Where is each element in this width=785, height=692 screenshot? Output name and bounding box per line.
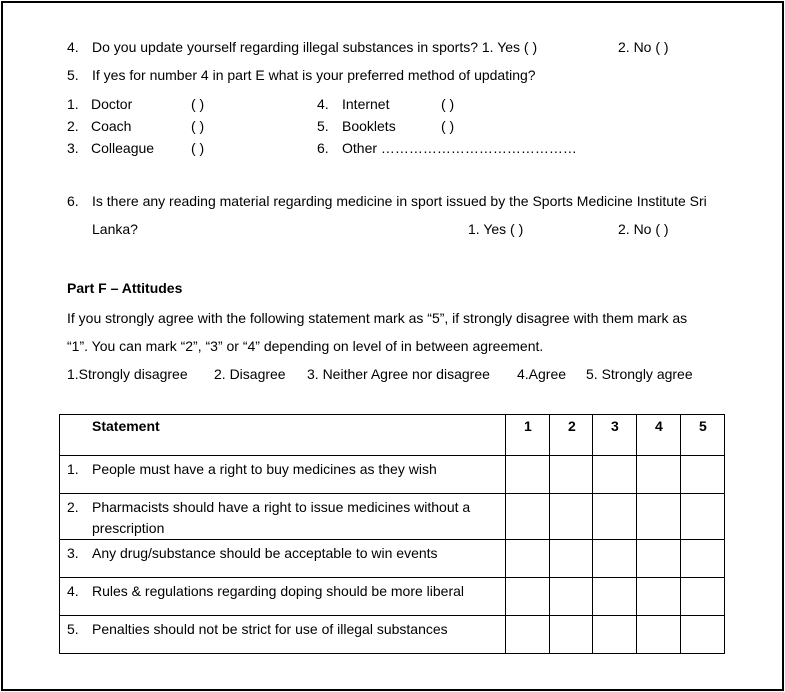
- statement-cell: [60, 540, 506, 578]
- rating-cell[interactable]: [506, 494, 550, 540]
- table-row: [60, 540, 725, 578]
- option-checkbox[interactable]: ( ): [441, 118, 455, 134]
- rating-cell[interactable]: [681, 540, 725, 578]
- option-checkbox[interactable]: ( ): [191, 140, 205, 156]
- table-header-row: [60, 415, 725, 456]
- q6-no-option: 2. No ( ): [618, 221, 669, 237]
- rating-cell[interactable]: [681, 494, 725, 540]
- rating-cell[interactable]: [506, 456, 550, 494]
- statement-cell: [60, 494, 506, 540]
- q5-number: 5.: [67, 67, 79, 83]
- option-number: 1.: [67, 96, 79, 112]
- rating-cell[interactable]: [550, 578, 593, 616]
- scale-item: 2. Disagree: [214, 366, 286, 382]
- column-header: 2: [550, 415, 593, 456]
- rating-cell[interactable]: [550, 494, 593, 540]
- q6-text-line1: Is there any reading material regarding medicine in sport issued by the Sports Medicine Institute Sri: [92, 193, 707, 209]
- column-header: 4: [637, 415, 681, 456]
- table-row: [60, 456, 725, 494]
- rating-cell[interactable]: [637, 494, 681, 540]
- option-checkbox[interactable]: ( ): [191, 96, 205, 112]
- row-number: 2.: [67, 499, 79, 515]
- rating-cell[interactable]: [681, 578, 725, 616]
- q6-number: 6.: [67, 193, 79, 209]
- statement-text: Rules & regulations regarding doping should be more liberal: [92, 583, 465, 599]
- option-number: 5.: [317, 118, 329, 134]
- option-number: 4.: [317, 96, 329, 112]
- statement-text: Pharmacists should have a right to issue medicines without a prescription: [92, 499, 471, 536]
- rating-cell[interactable]: [593, 616, 637, 654]
- scale-item: 1.Strongly disagree: [67, 366, 188, 382]
- row-number: 4.: [67, 583, 79, 599]
- option-label: Colleague: [91, 140, 155, 156]
- q6-yes-option: 1. Yes ( ): [468, 221, 524, 237]
- rating-cell[interactable]: [681, 616, 725, 654]
- rating-cell[interactable]: [550, 456, 593, 494]
- rating-cell[interactable]: [593, 456, 637, 494]
- q4-text: Do you update yourself regarding illegal substances in sports? 1. Yes ( ): [92, 39, 538, 55]
- option-number: 2.: [67, 118, 79, 134]
- attitudes-table: [59, 414, 725, 654]
- column-header: 3: [593, 415, 637, 456]
- scale-item: 5. Strongly agree: [586, 366, 693, 382]
- row-number: 5.: [67, 621, 79, 637]
- rating-cell[interactable]: [550, 540, 593, 578]
- table-row: [60, 616, 725, 654]
- rating-cell[interactable]: [593, 494, 637, 540]
- instruction-line1: If you strongly agree with the following statement mark as “5”, if strongly disagree with them mark as: [67, 310, 688, 326]
- option-number: 6.: [317, 140, 329, 156]
- q5-text: If yes for number 4 in part E what is your preferred method of updating?: [92, 67, 536, 83]
- table-row: [60, 578, 725, 616]
- statement-cell: [60, 616, 506, 654]
- option-number: 3.: [67, 140, 79, 156]
- q4-no-option: 2. No ( ): [618, 39, 669, 55]
- rating-cell[interactable]: [681, 456, 725, 494]
- rating-cell[interactable]: [637, 616, 681, 654]
- q6-text-line2: Lanka?: [92, 221, 138, 237]
- q4-number: 4.: [67, 39, 79, 55]
- option-label: Doctor: [91, 96, 133, 112]
- table-row: [60, 494, 725, 540]
- instruction-line2: “1”. You can mark “2”, “3” or “4” depending on level of in between agreement.: [67, 338, 544, 354]
- rating-cell[interactable]: [637, 540, 681, 578]
- option-label: Internet: [342, 96, 390, 112]
- rating-cell[interactable]: [593, 578, 637, 616]
- row-number: 1.: [67, 461, 79, 477]
- row-number: 3.: [67, 545, 79, 561]
- rating-cell[interactable]: [506, 578, 550, 616]
- rating-cell[interactable]: [550, 616, 593, 654]
- option-label: Coach: [91, 118, 132, 134]
- option-checkbox[interactable]: ( ): [441, 96, 455, 112]
- option-checkbox[interactable]: ( ): [191, 118, 205, 134]
- option-other-field[interactable]: Other ……………………………………: [342, 140, 577, 156]
- statement-cell: [60, 456, 506, 494]
- rating-cell[interactable]: [593, 540, 637, 578]
- statement-cell: [60, 578, 506, 616]
- column-header: 1: [506, 415, 550, 456]
- column-header: 5: [681, 415, 725, 456]
- option-label: Booklets: [342, 118, 396, 134]
- rating-cell[interactable]: [637, 578, 681, 616]
- statement-text: Penalties should not be strict for use of illegal substances: [92, 621, 448, 637]
- rating-cell[interactable]: [637, 456, 681, 494]
- scale-item: 4.Agree: [517, 366, 567, 382]
- rating-cell[interactable]: [506, 540, 550, 578]
- rating-cell[interactable]: [506, 616, 550, 654]
- column-header: Statement: [60, 415, 506, 456]
- scale-item: 3. Neither Agree nor disagree: [307, 366, 490, 382]
- statement-text: Any drug/substance should be acceptable to win events: [92, 545, 438, 561]
- section-title: Part F – Attitudes: [67, 280, 183, 296]
- statement-text: People must have a right to buy medicines as they wish: [92, 461, 437, 477]
